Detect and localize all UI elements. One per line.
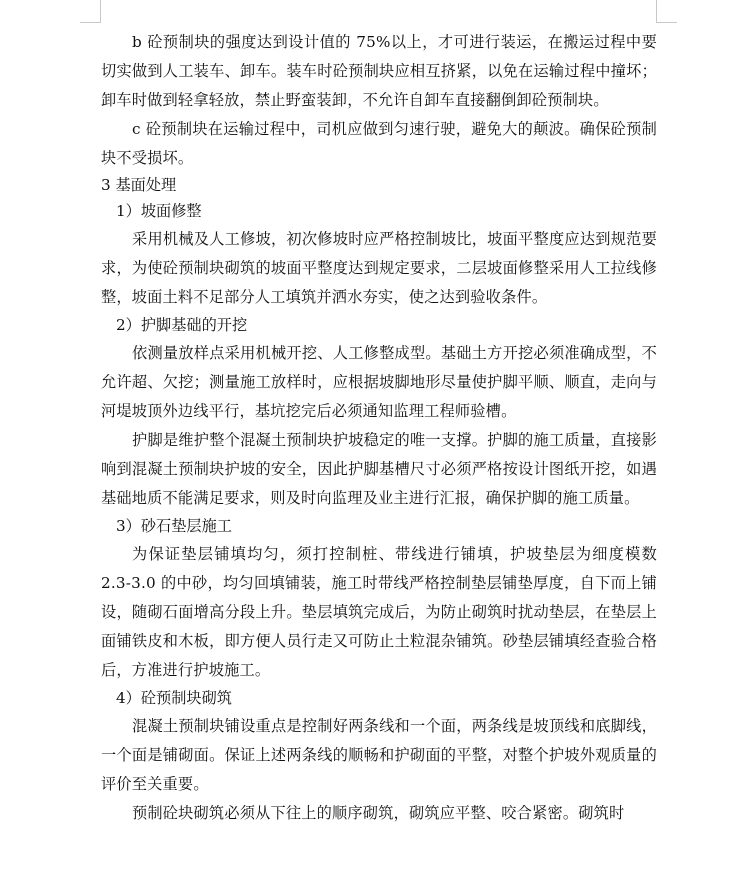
page-corner-mark-right <box>656 0 677 23</box>
subheading-slope-trimming: 1）坡面修整 <box>116 202 202 220</box>
paragraph-foot-excavation: 依测量放样点采用机械开挖、人工修整成型。基础土方开挖必须准确成型，不允许超、欠挖；测量施工放样时，应根据坡脚地形尽量使护脚平顺、顺直，走向与河堤坡顶外边线平行，基坑挖完后必须通知监理工程师验槽。 <box>101 344 657 420</box>
page-corner-mark-left <box>80 0 101 23</box>
paragraph-gravel-cushion: 为保证垫层铺填均匀，须打控制桩、带线进行铺填，护坡垫层为细度模数 2.3-3.0 的中砂，均匀回填铺装，施工时带线严格控制垫层铺垫厚度，自下而上铺设，随砌石面增高分段上升。垫层填筑完成后，为防止砌筑时扰动垫层，在垫层上面铺铁皮和木板，即方便人员行走又可防止土粒混杂铺筑。砂垫层铺填经查验合格后，方准进行护坡施工。 <box>101 545 657 679</box>
paragraph-laying-order: 预制砼块砌筑必须从下往上的顺序砌筑，砌筑应平整、咬合紧密。砌筑时 <box>132 804 625 822</box>
section-heading-base-treatment: 3 基面处理 <box>101 176 177 194</box>
paragraph-slope-trimming: 采用机械及人工修坡，初次修坡时应严格控制坡比，坡面平整度应达到规范要求，为使砼预制块砌筑的坡面平整度达到规定要求，二层坡面修整采用人工拉线修整，坡面土料不足部分人工填筑并洒水夯实，使之达到验收条件。 <box>101 230 657 306</box>
document-body <box>101 28 657 828</box>
paragraph-foot-importance: 护脚是维护整个混凝土预制块护坡稳定的唯一支撑。护脚的施工质量，直接影响到混凝土预制块护坡的安全，因此护脚基槽尺寸必须严格按设计图纸开挖，如遇基础地质不能满足要求，则及时向监理及业主进行汇报，确保护脚的施工质量。 <box>101 431 657 507</box>
paragraph-c-transport: c 砼预制块在运输过程中，司机应做到匀速行驶，避免大的颠波。确保砼预制块不受损坏。 <box>101 120 657 167</box>
subheading-gravel-cushion: 3）砂石垫层施工 <box>116 517 232 535</box>
subheading-block-laying: 4）砼预制块砌筑 <box>116 689 232 707</box>
paragraph-b-transport: b 砼预制块的强度达到设计值的 75%以上，才可进行装运，在搬运过程中要切实做到人工装车、卸车。装车时砼预制块应相互挤紧，以免在运输过程中撞坏；卸车时做到轻拿轻放，禁止野蛮装卸，不允许自卸车直接翻倒卸砼预制块。 <box>101 33 657 109</box>
paragraph-block-laying: 混凝土预制块铺设重点是控制好两条线和一个面，两条线是坡顶线和底脚线，一个面是铺砌面。保证上述两条线的顺畅和护砌面的平整，对整个护坡外观质量的评价至关重要。 <box>101 717 657 793</box>
subheading-foot-excavation: 2）护脚基础的开挖 <box>116 316 248 334</box>
